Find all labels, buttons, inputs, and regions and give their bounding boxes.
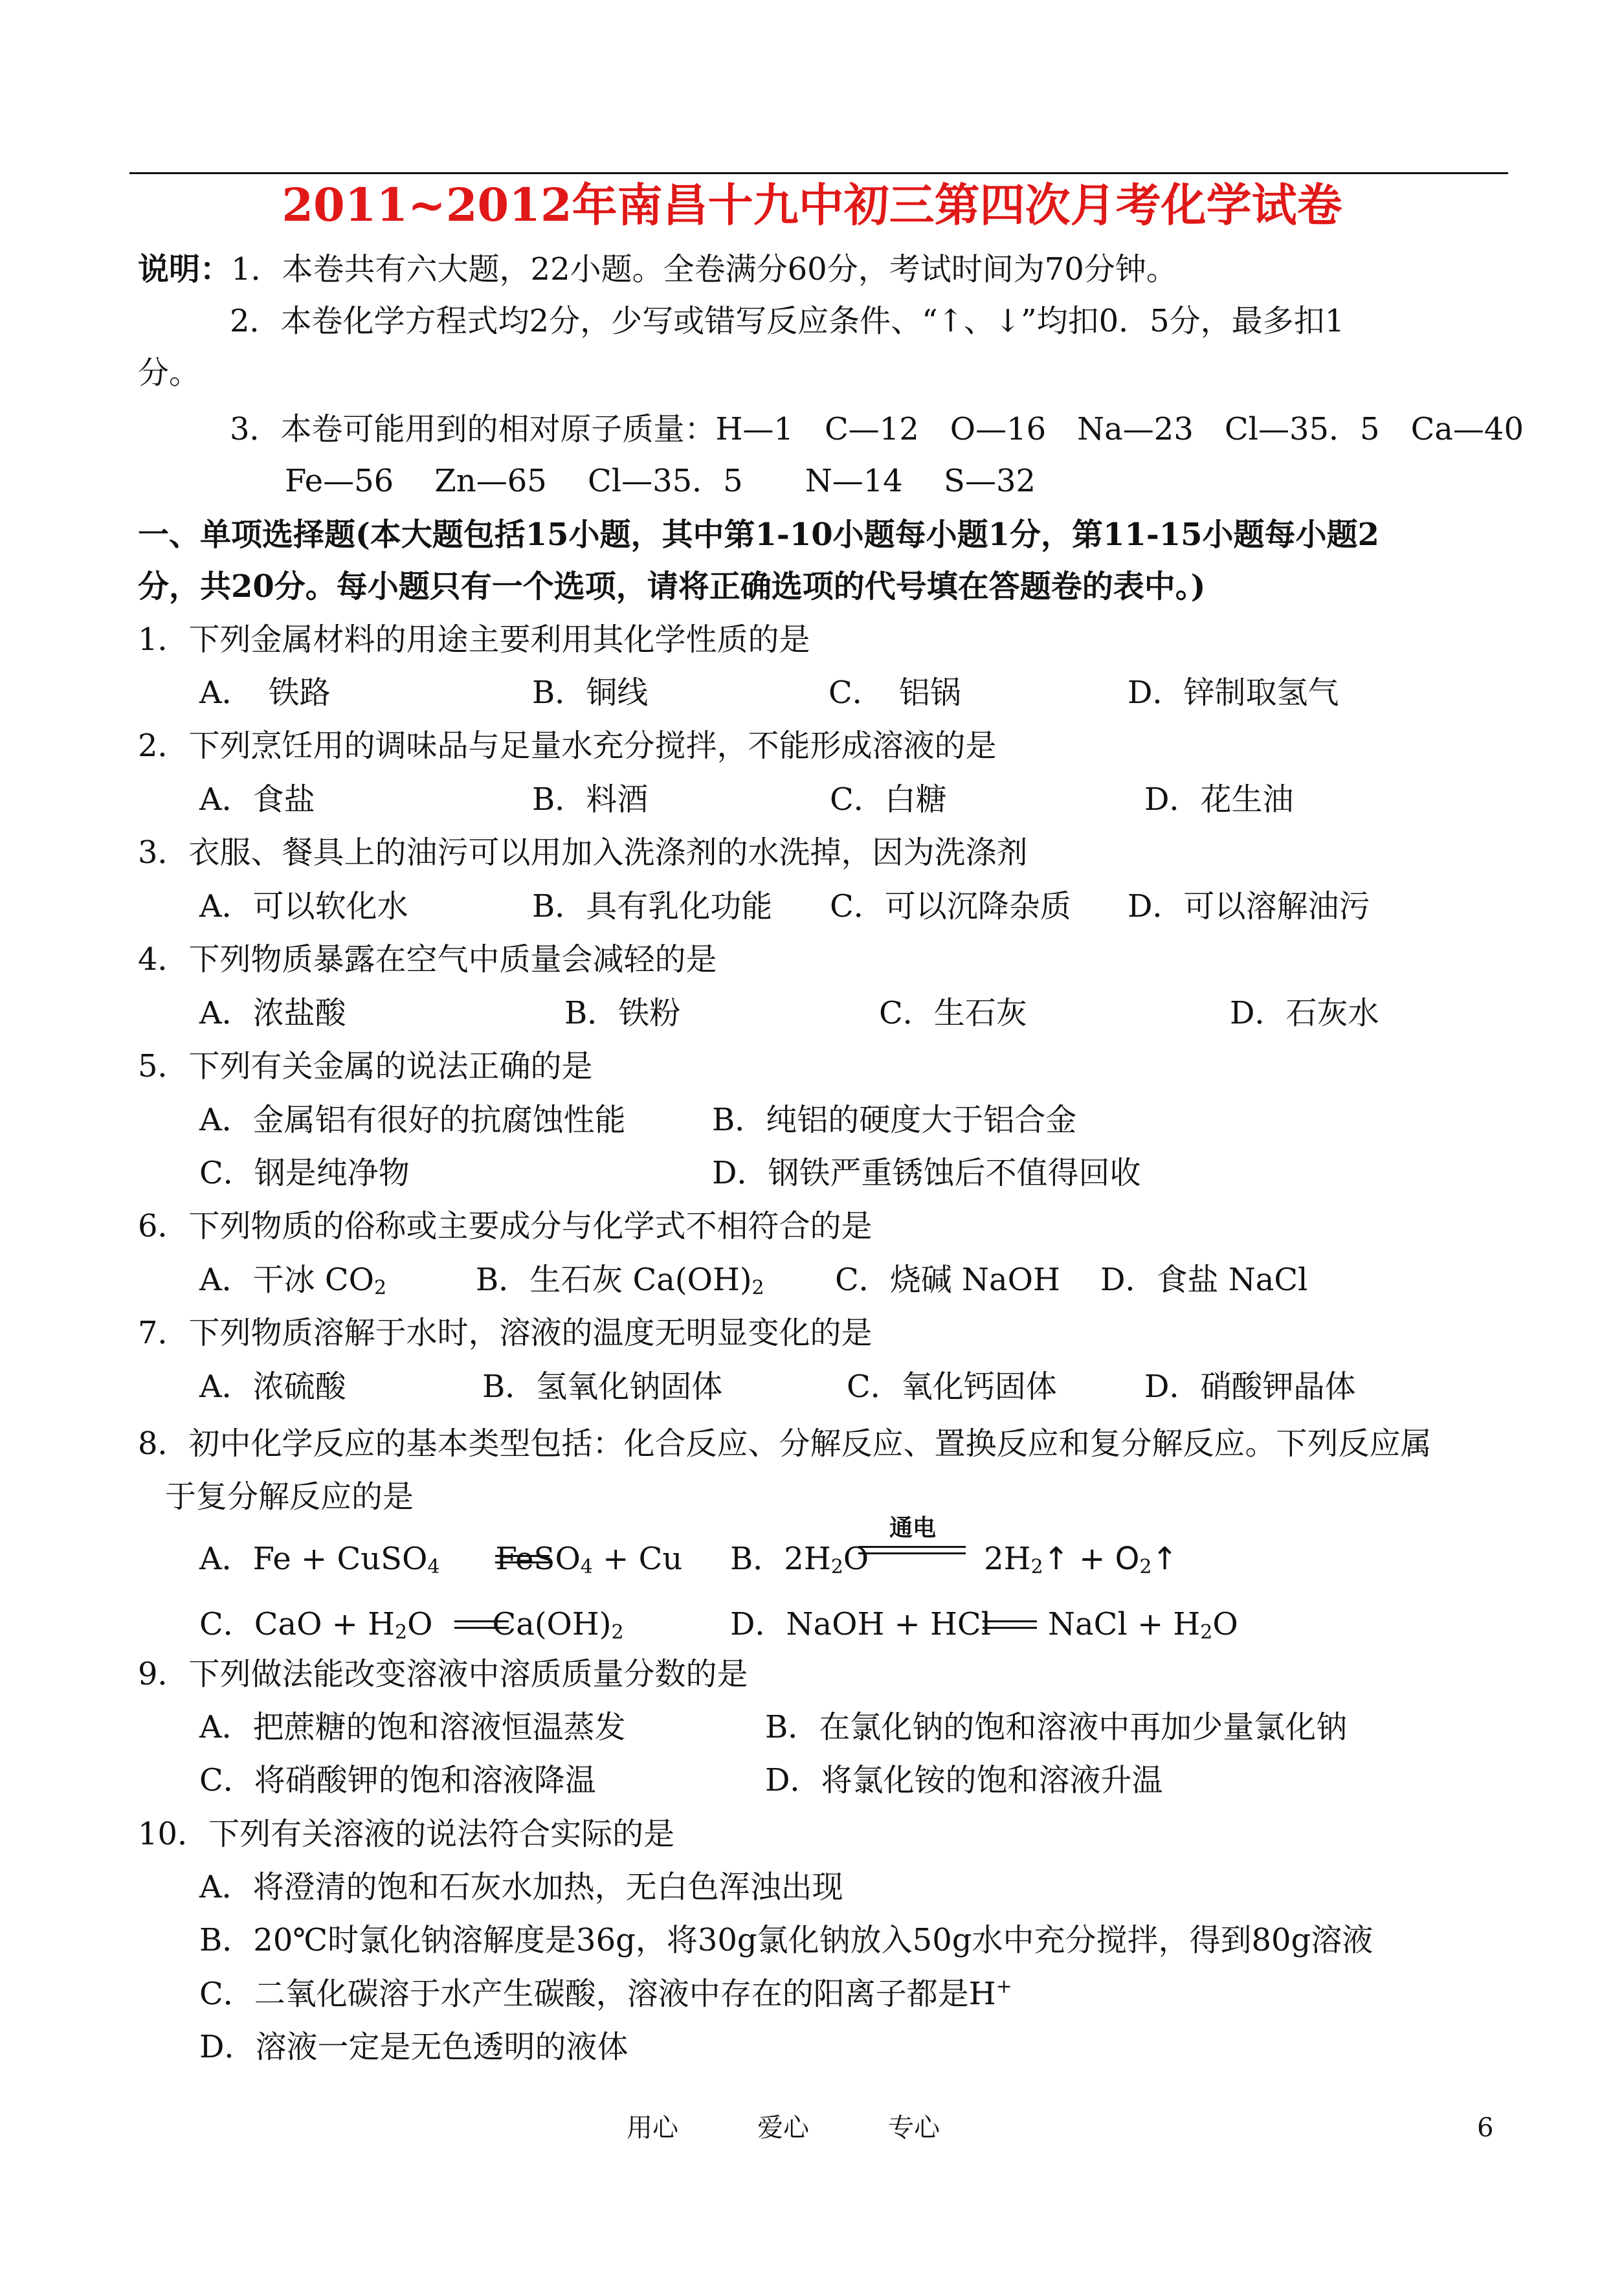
q2-option-a: A．食盐 xyxy=(199,781,315,818)
q2-option-d: D．花生油 xyxy=(1144,781,1294,818)
q1-stem: 1．下列金属材料的用途主要利用其化学性质的是 xyxy=(138,621,810,658)
q9-stem: 9．下列做法能改变溶液中溶质质量分数的是 xyxy=(138,1656,748,1692)
footer-right: 专心 xyxy=(888,2113,940,2143)
q8-d-equals-bottom xyxy=(983,1627,1037,1629)
q8-a-equals-top xyxy=(495,1555,550,1557)
q8-b-equals-top xyxy=(858,1546,966,1548)
section1-heading: 一、单项选择题(本大题包括15小题，其中第1-10小题每小题1分，第11-15小题每小题2 xyxy=(138,517,1379,553)
q10-option-a: A．将澄清的饱和石灰水加热，无白色浑浊出现 xyxy=(199,1869,843,1905)
q8-b-equals-bottom xyxy=(858,1552,966,1554)
q9-option-a: A．把蔗糖的饱和溶液恒温蒸发 xyxy=(199,1709,626,1745)
q6-option-b: B．生石灰 $Ca(OH)_2$ xyxy=(476,1262,764,1299)
note-1: 1．本卷共有六大题，22小题。全卷满分60分，考试时间为70分钟。 xyxy=(231,251,1177,287)
q7-option-a: A．浓硫酸 xyxy=(199,1369,346,1405)
q9-option-b: B．在氯化钠的饱和溶液中再加少量氯化钠 xyxy=(765,1709,1348,1745)
notes-label: 说明： xyxy=(138,251,232,287)
q5-option-b: B．纯铝的硬度大于铝合金 xyxy=(712,1102,1077,1138)
q9-option-c: C．将硝酸钾的饱和溶液降温 xyxy=(199,1762,596,1798)
q4-stem: 4．下列物质暴露在空气中质量会减轻的是 xyxy=(138,941,717,978)
q10-option-d: D．溶液一定是无色透明的液体 xyxy=(199,2029,628,2065)
q8-option-b: B．$2H_2O$ $2H_2↑$ + $O_2↑$ xyxy=(730,1541,1178,1578)
q4-option-d: D．石灰水 xyxy=(1230,995,1379,1031)
q3-option-d: D．可以溶解油污 xyxy=(1128,888,1370,924)
q1-option-a: A． 铁路 xyxy=(199,675,331,711)
q4-option-c: C．生石灰 xyxy=(879,995,1027,1031)
q4-option-b: B．铁粉 xyxy=(564,995,681,1031)
q5-option-d: D．钢铁严重锈蚀后不值得回收 xyxy=(712,1155,1141,1191)
q1-option-d: D．锌制取氢气 xyxy=(1128,675,1339,711)
header-rule xyxy=(129,172,1508,174)
q2-option-b: B．料酒 xyxy=(532,781,649,818)
note-2-cont: 分。 xyxy=(138,355,201,391)
q10-stem: 10．下列有关溶液的说法符合实际的是 xyxy=(138,1816,675,1852)
q8-d-equals-top xyxy=(983,1620,1037,1622)
q8-option-a: A．Fe + CuSO$_4$ FeSO$_4$ + Cu xyxy=(199,1541,683,1578)
q10-option-c: C．二氧化碳溶于水产生碳酸，溶液中存在的阳离子都是H+ xyxy=(199,1975,1012,2012)
q8-c-equals-bottom xyxy=(454,1627,509,1629)
q7-option-b: B．氢氧化钠固体 xyxy=(482,1369,723,1405)
q3-stem: 3．衣服、餐具上的油污可以用加入洗涤剂的水洗掉，因为洗涤剂 xyxy=(138,834,1028,871)
q10-option-b: B．20℃时氯化钠溶解度是36g，将30g氯化钠放入50g水中充分搅拌，得到80g溶液 xyxy=(199,1922,1374,1958)
q3-option-a: A．可以软化水 xyxy=(199,888,408,924)
section1-heading-cont: 分，共20分。每小题只有一个选项，请将正确选项的代号填在答题卷的表中。) xyxy=(138,568,1206,605)
q7-stem: 7．下列物质溶解于水时，溶液的温度无明显变化的是 xyxy=(138,1315,873,1351)
q1-option-c: C． 铝锅 xyxy=(829,675,961,711)
q6-option-a: A．干冰 $CO_2$ xyxy=(199,1262,387,1299)
q5-option-c: C．钢是纯净物 xyxy=(199,1155,410,1191)
q8-stem-cont: 于复分解反应的是 xyxy=(165,1479,414,1515)
q3-option-c: C．可以沉降杂质 xyxy=(830,888,1071,924)
q6-option-c: C．烧碱 NaOH xyxy=(835,1262,1060,1298)
note-3-cont: Fe—56 Zn—65 Cl—35．5 N—14 S—32 xyxy=(285,463,1036,499)
q8-option-d: D．NaOH + HCl NaCl + $H_2O$ xyxy=(730,1606,1238,1644)
q7-option-c: C．氧化钙固体 xyxy=(847,1369,1057,1405)
note-3: 3．本卷可能用到的相对原子质量：H—1 C—12 O—16 Na—23 Cl—35．5 Ca—40 xyxy=(230,411,1524,447)
q6-option-d: D．食盐 NaCl xyxy=(1100,1262,1308,1298)
footer-mid: 爱心 xyxy=(757,2113,809,2143)
q8-b-condition: 通电 xyxy=(889,1514,936,1541)
q2-option-c: C．白糖 xyxy=(830,781,947,818)
q4-option-a: A．浓盐酸 xyxy=(199,995,346,1031)
q2-stem: 2．下列烹饪用的调味品与足量水充分搅拌，不能形成溶液的是 xyxy=(138,728,997,764)
q9-option-d: D．将氯化铵的饱和溶液升温 xyxy=(765,1762,1163,1798)
note-2: 2．本卷化学方程式均2分，少写或错写反应条件、“↑、↓”均扣0．5分，最多扣1 xyxy=(230,303,1345,339)
q8-a-equals-bottom xyxy=(495,1561,550,1563)
q5-stem: 5．下列有关金属的说法正确的是 xyxy=(138,1048,593,1084)
q7-option-d: D．硝酸钾晶体 xyxy=(1144,1369,1356,1405)
q5-option-a: A．金属铝有很好的抗腐蚀性能 xyxy=(199,1102,626,1138)
q6-stem: 6．下列物质的俗称或主要成分与化学式不相符合的是 xyxy=(138,1208,873,1244)
q8-stem: 8．初中化学反应的基本类型包括：化合反应、分解反应、置换反应和复分解反应。下列反应属 xyxy=(138,1426,1432,1462)
q8-option-c: C．CaO + $H_2O$ $Ca(OH)_2$ xyxy=(199,1606,624,1644)
page-title: 2011~2012年南昌十九中初三第四次月考化学试卷 xyxy=(282,178,1342,232)
q1-option-b: B．铜线 xyxy=(532,675,649,711)
page-number: 6 xyxy=(1477,2113,1494,2143)
footer-left: 用心 xyxy=(627,2113,678,2143)
notes-line-1 xyxy=(138,250,1177,289)
q3-option-b: B．具有乳化功能 xyxy=(532,888,773,924)
q8-c-equals-top xyxy=(454,1620,509,1622)
